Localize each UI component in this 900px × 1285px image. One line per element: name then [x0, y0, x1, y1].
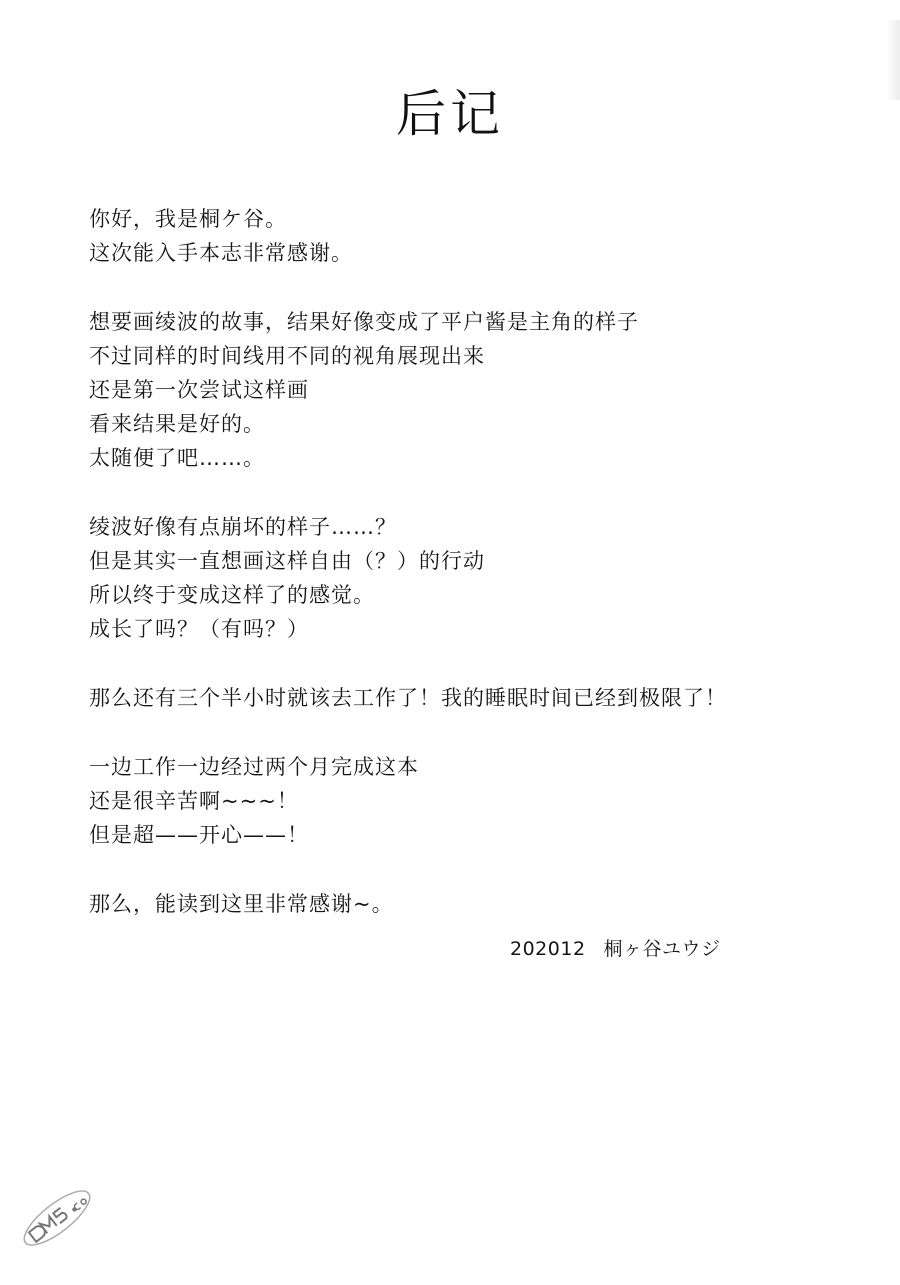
- text-line: 一边工作一边经过两个月完成这本: [89, 755, 419, 779]
- text-line: 但是其实一直想画这样自由（？）的行动: [89, 549, 485, 573]
- paragraph: [89, 202, 879, 270]
- dm5-logo-icon: [12, 1168, 102, 1268]
- text-line: 成长了吗？（有吗？）: [89, 617, 309, 641]
- text-line: 绫波好像有点崩坏的样子……？: [89, 515, 397, 539]
- page-title: 后记: [396, 85, 504, 143]
- paragraph: [89, 681, 879, 715]
- paragraph: [89, 887, 879, 921]
- text-line: 还是很辛苦啊~~~！: [89, 789, 299, 813]
- signature: [510, 932, 721, 966]
- paragraph: [89, 305, 879, 475]
- text-line: 但是超——开心——！: [89, 823, 309, 847]
- paragraph: [89, 510, 879, 646]
- text-line: 所以终于变成这样了的感觉。: [89, 583, 375, 607]
- paragraph: [89, 750, 879, 852]
- text-line: 太随便了吧……。: [89, 446, 265, 470]
- text-line: 那么还有三个半小时就该去工作了！我的睡眠时间已经到极限了！: [89, 686, 727, 710]
- text-line: 这次能入手本志非常感谢。: [89, 241, 353, 265]
- signature-author: 桐ヶ谷ユウジ: [603, 938, 721, 960]
- text-line: 看来结果是好的。: [89, 412, 265, 436]
- text-line: 想要画绫波的故事，结果好像变成了平户酱是主角的样子: [89, 310, 639, 334]
- signature-date: 202012: [510, 938, 586, 960]
- text-line: 不过同样的时间线用不同的视角展现出来: [89, 344, 485, 368]
- text-line: 你好，我是桐ケ谷。: [89, 207, 287, 231]
- afterword-body: [89, 202, 879, 956]
- text-line: 那么，能读到这里非常感谢~。: [89, 892, 394, 916]
- text-line: 还是第一次尝试这样画: [89, 378, 309, 402]
